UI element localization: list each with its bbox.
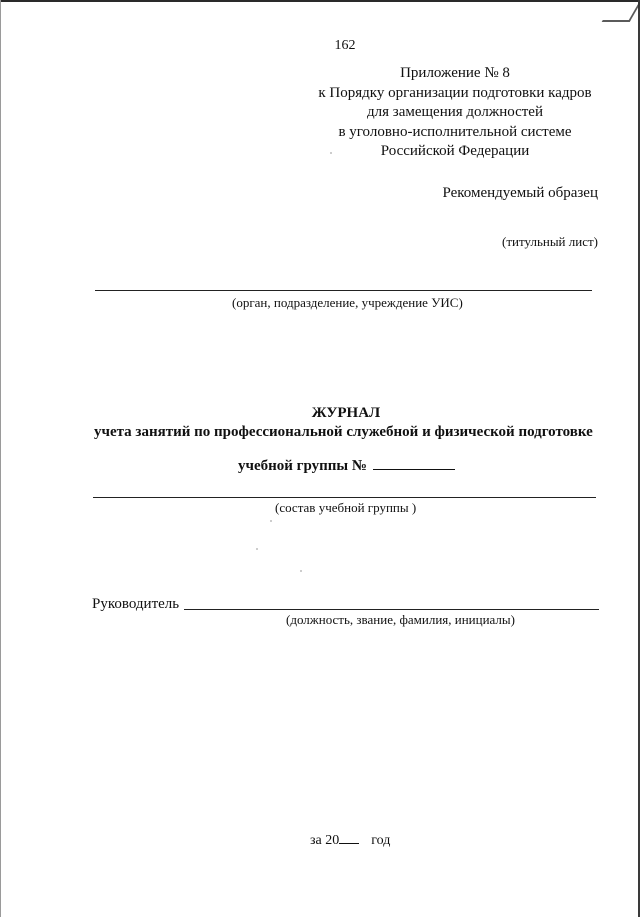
scan-speck — [256, 548, 258, 550]
group-number-blank — [373, 457, 455, 470]
appendix-line: Приложение № 8 — [400, 65, 510, 81]
appendix-line: к Порядку организации подготовки кадров — [318, 84, 592, 101]
journal-title: ЖУРНАЛ — [311, 405, 381, 421]
appendix-line: для замещения должностей — [367, 104, 543, 120]
group-number-line — [238, 457, 455, 475]
page-number: 162 — [334, 38, 356, 53]
recommended-sample-label: Рекомендуемый образец — [442, 185, 598, 201]
members-fill-line — [93, 497, 596, 498]
journal-subtitle: учета занятий по профессиональной служебной и физической подготовке — [94, 424, 593, 440]
members-caption: (состав учебной группы ) — [275, 500, 417, 515]
appendix-header — [290, 64, 620, 162]
org-fill-line — [95, 290, 592, 291]
appendix-line: Российской Федерации — [380, 143, 530, 159]
year-prefix: за 20 — [310, 833, 340, 848]
appendix-line: в уголовно-исполнительной системе — [338, 123, 572, 140]
year-blank — [339, 832, 359, 844]
scan-speck — [270, 520, 272, 522]
scan-speck — [330, 152, 332, 154]
title-sheet-label: (титульный лист) — [502, 234, 598, 249]
org-caption: (орган, подразделение, учреждение УИС) — [232, 295, 463, 310]
group-label: учебной группы № — [238, 458, 367, 474]
year-line — [310, 832, 390, 849]
scan-edge-left — [0, 0, 1, 917]
scan-edge-top — [0, 0, 640, 2]
leader-caption: (должность, звание, фамилия, инициалы) — [286, 612, 515, 627]
year-suffix: год — [371, 833, 391, 848]
leader-label: Руководитель — [92, 596, 180, 612]
scan-corner-mark — [602, 0, 640, 22]
leader-fill-line — [184, 609, 599, 610]
scan-speck — [300, 570, 302, 572]
